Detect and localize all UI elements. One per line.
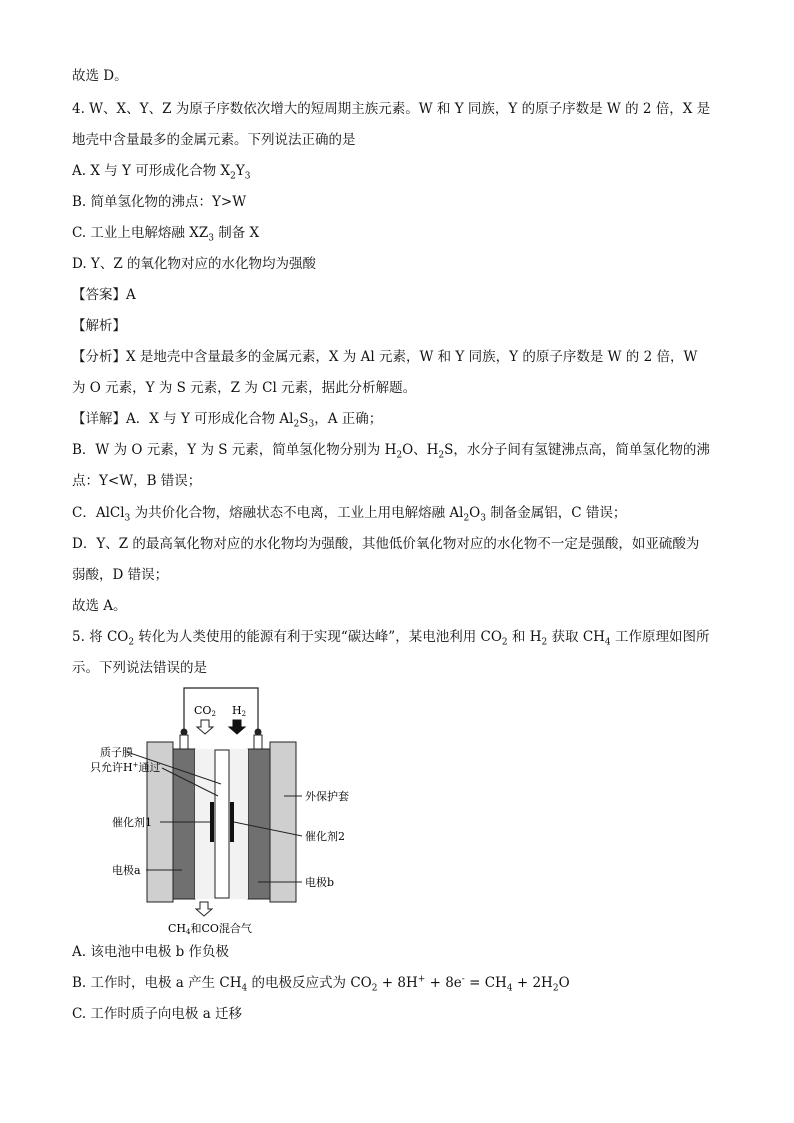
text: C．AlCl [72, 505, 125, 521]
outer-jacket-right [270, 742, 296, 902]
outlet-arrow [196, 902, 212, 916]
subscript: 2 [128, 637, 135, 648]
subscript: 3 [480, 513, 486, 524]
subscript: 2 [293, 419, 300, 430]
terminal-right [255, 729, 262, 736]
catalyst-1-label: 催化剂1 [112, 816, 152, 829]
question-5-option-b [72, 974, 570, 992]
text: O [558, 975, 570, 991]
text: O [469, 505, 481, 521]
subscript: 2 [371, 983, 378, 994]
subscript: 4 [604, 637, 611, 648]
text: S [299, 411, 309, 427]
fenxi-line2: 为 O 元素，Y 为 S 元素，Z 为 Cl 元素，据此分析解题。 [72, 380, 417, 396]
superscript: - [461, 974, 465, 985]
membrane-label-1: 质子膜 [100, 746, 133, 759]
membrane-label-2: 只允许H+通过 [90, 761, 161, 774]
analysis-tag: 【解析】 [72, 318, 126, 334]
line-gu-xuan-a: 故选 A。 [72, 598, 127, 614]
fenxi-line1: 【分析】X 是地壳中含量最多的金属元素，X 为 Al 元素，W 和 Y 同族，Y 的原子序数是 W 的 2 倍，W [72, 349, 698, 365]
co2-label: CO2 [194, 704, 216, 718]
answer-line [72, 286, 136, 304]
subscript: 2 [501, 637, 508, 648]
line-gu-xuan-d: 故选 D。 [72, 68, 128, 84]
question-5-option-a: A. 该电池中电极 b 作负极 [72, 944, 230, 960]
question-4-option-c [72, 224, 259, 242]
subscript: 2 [541, 637, 548, 648]
h2-inlet-arrow [229, 720, 245, 734]
electrode-b-label: 电极b [305, 876, 335, 889]
question-5-option-c: C. 工作时质子向电极 a 迁移 [72, 1006, 243, 1022]
xiangjie-d-line2: 弱酸，D 错误； [72, 567, 169, 583]
h2-label: H2 [232, 704, 247, 718]
electrode-b [248, 749, 270, 899]
xiangjie-a [72, 410, 382, 428]
post-right [254, 735, 262, 749]
text: O、H [402, 442, 439, 458]
question-4-stem-line2: 地壳中含量最多的金属元素。下列说法正确的是 [72, 132, 356, 148]
proton-membrane [215, 750, 229, 898]
question-5-stem-line2: 示。下列说法错误的是 [72, 660, 207, 676]
subscript: 4 [241, 983, 248, 994]
subscript: 2 [230, 171, 236, 182]
question-4-option-d: D. Y、Z 的氧化物对应的水化物均为强酸 [72, 256, 317, 272]
text: + 2H [512, 975, 553, 991]
text: S，水分子间有氢键沸点高，简单氢化物的沸 [444, 442, 710, 458]
text: 5. 将 CO [72, 629, 129, 645]
subscript: 3 [208, 233, 214, 244]
xiangjie-b-line1 [72, 441, 710, 459]
catalyst-2-label: 催化剂2 [305, 830, 345, 843]
battery-diagram [72, 684, 412, 944]
co2-inlet-arrow [197, 720, 213, 734]
text: A. X 与 Y 可形成化合物 X [72, 163, 231, 179]
question-4-option-a [72, 162, 251, 180]
outer-jacket-label: 外保护套 [305, 790, 349, 803]
electrode-a-label: 电极a [112, 864, 141, 877]
text: + 8e [425, 975, 462, 991]
subscript: 3 [308, 419, 315, 430]
text: ，A 正确； [314, 411, 383, 427]
xiangjie-b-line2: 点：Y<W，B 错误； [72, 473, 202, 489]
terminal-left [181, 729, 188, 736]
text: C. 工业上电解熔融 XZ [72, 225, 209, 241]
answer-tag: 【答案】 [72, 287, 126, 303]
subscript: 2 [463, 513, 470, 524]
subscript: 3 [244, 171, 251, 182]
text: 制备金属铝，C 错误； [485, 505, 627, 521]
xiangjie-c [72, 504, 626, 522]
subscript: 4 [506, 983, 513, 994]
subscript: 2 [438, 450, 445, 461]
outlet-label: CH4和CO混合气 [168, 922, 252, 936]
text: B．W 为 O 元素，Y 为 S 元素，简单氢化物分别为 H [72, 442, 397, 458]
text: 和 H [507, 629, 542, 645]
catalyst-1 [210, 802, 214, 842]
text: + 8H [377, 975, 418, 991]
superscript: + [417, 974, 426, 985]
catalyst-2 [230, 802, 234, 842]
answer-value: A [126, 287, 136, 303]
text: 【详解】A．X 与 Y 可形成化合物 Al [72, 411, 294, 427]
text: 制备 X [213, 225, 260, 241]
text: B. 工作时，电极 a 产生 CH [72, 975, 242, 991]
question-5-stem-line1 [72, 628, 709, 646]
text: 工作原理如图所 [610, 629, 710, 645]
question-4-option-b: B. 简单氢化物的沸点：Y>W [72, 194, 247, 210]
post-left [180, 735, 188, 749]
xiangjie-d-line1: D．Y、Z 的最高氧化物对应的水化物均为强酸，其他低价氧化物对应的水化物不一定是强酸，如亚硫酸为 [72, 536, 700, 552]
subscript: 3 [124, 513, 131, 524]
subscript: 2 [552, 983, 559, 994]
text: 转化为人类使用的能源有利于实现“碳达峰”，某电池利用 CO [134, 629, 502, 645]
text: 获取 CH [547, 629, 605, 645]
text: 的电极反应式为 CO [247, 975, 372, 991]
subscript: 2 [396, 450, 403, 461]
text: Y [235, 163, 245, 179]
text: 为共价化合物，熔融状态不电离，工业上用电解熔融 Al [130, 505, 464, 521]
question-4-stem-line1: 4. W、X、Y、Z 为原子序数依次增大的短周期主族元素。W 和 Y 同族，Y 的原子序数是 W 的 2 倍，X 是 [72, 101, 711, 117]
text: = CH [464, 975, 507, 991]
